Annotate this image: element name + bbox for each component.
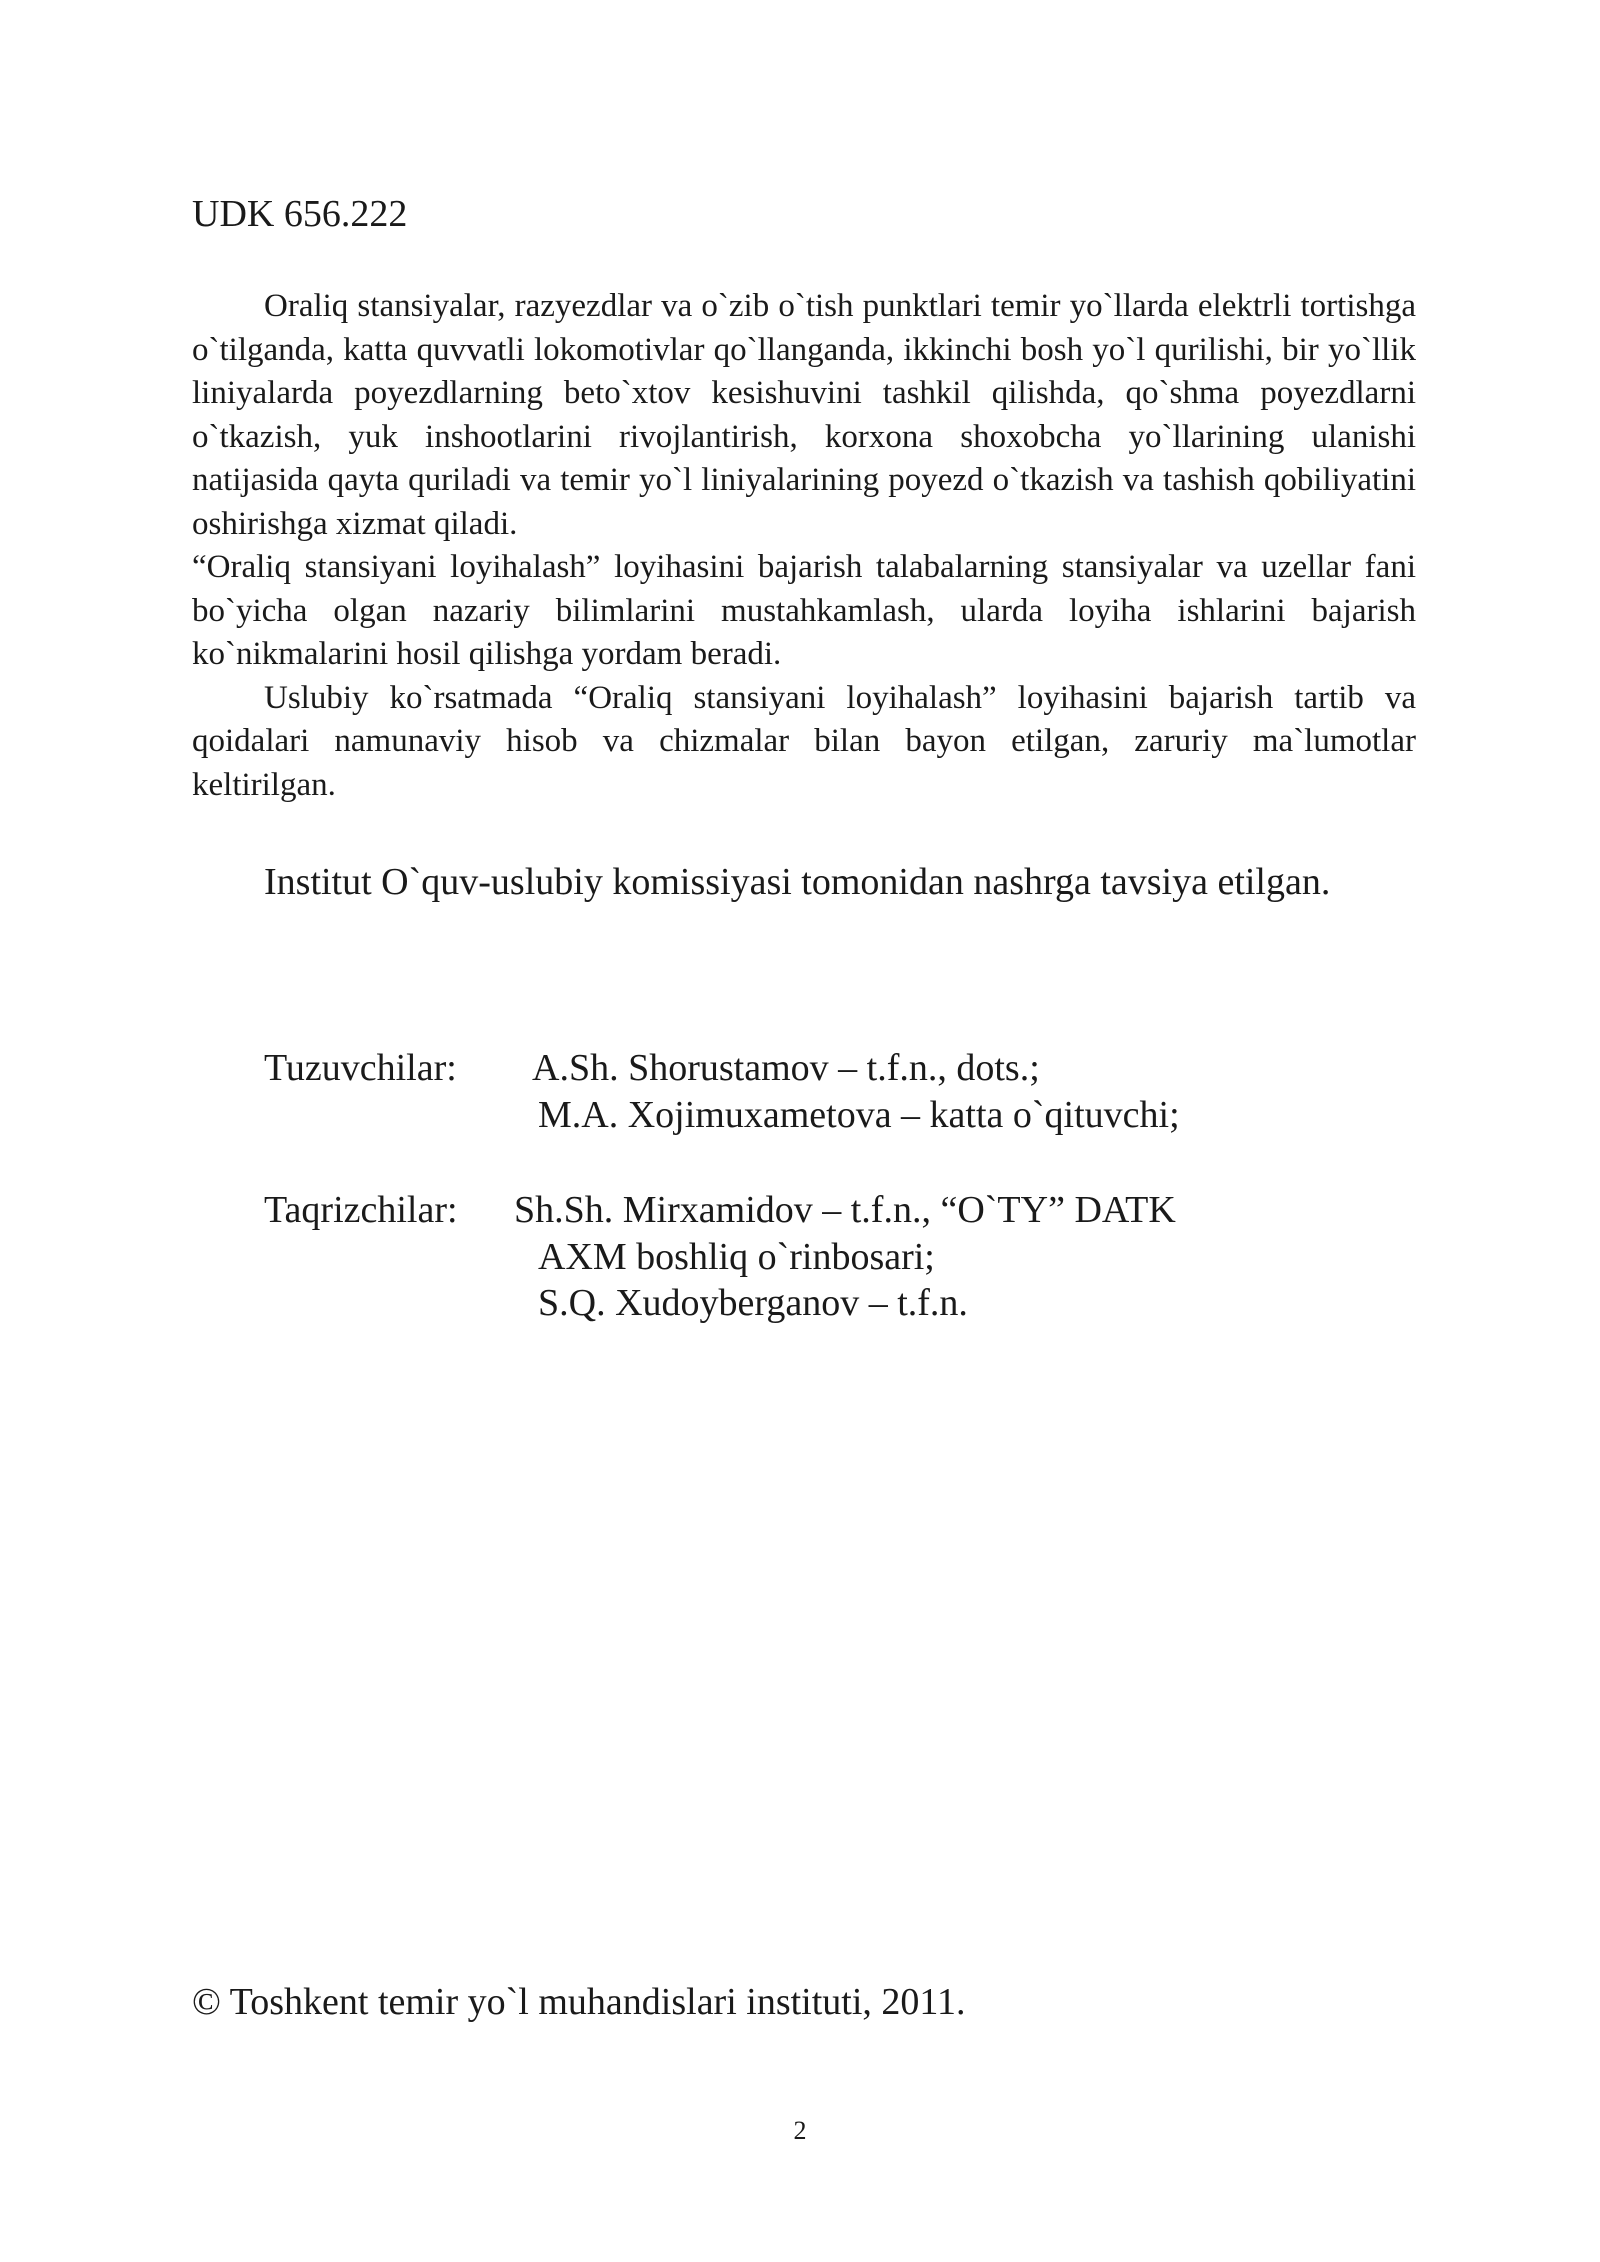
udk-code: UDK 656.222	[192, 193, 408, 235]
compilers-label: Tuzuvchilar:	[264, 1047, 457, 1089]
compilers-list	[532, 1045, 1180, 1138]
abstract	[192, 285, 1416, 807]
copyright-notice: © Toshkent temir yo`l muhandislari instituti, 2011.	[192, 1981, 966, 2023]
abstract-paragraph: Uslubiy ko`rsatmada “Oraliq stansiyani loyihalash” loyihasini bajarish tartib va qoidalari namunaviy hisob va chizmalar bilan bayon etilgan, zaruriy ma`lumotlar keltirilgan.	[192, 679, 1416, 803]
reviewer-entry: Sh.Sh. Mirxamidov – t.f.n., “O`TY” DATK	[514, 1189, 1176, 1231]
compiler-entry: M.A. Xojimuxametova – katta o`qituvchi;	[538, 1093, 1180, 1136]
page-number: 2	[793, 2116, 807, 2145]
abstract-paragraph: “Oraliq stansiyani loyihalash” loyihasini bajarish talabalarning stansiyalar va uzellar fani bo`yicha olgan nazariy bilimlarini mustahkamlash, ularda loyiha ishlarini bajarish ko`nikmalarini hosil qilishga yordam beradi.	[192, 549, 1416, 672]
reviewers-label: Taqrizchilar:	[264, 1189, 458, 1231]
reviewers-list	[514, 1187, 1176, 1327]
publication-recommendation: Institut O`quv-uslubiy komissiyasi tomonidan nashrga tavsiya etilgan.	[264, 861, 1331, 903]
reviewer-entry: AXM boshliq o`rinbosari;	[538, 1235, 935, 1278]
abstract-paragraph: Oraliq stansiyalar, razyezdlar va o`zib o`tish punktlari temir yo`llarda elektrli tortishga o`tilganda, katta quvvatli lokomotivlar qo`llanganda, ikkinchi bosh yo`l qurilishi, bir yo`llik liniyalarda poyezdlarning beto`xtov kesishuvini tashkil qilishda, qo`shma poyezdlarni o`tkazish, yuk inshootlarini rivojlantirish, korxona shoxobcha yo`llarining ulanishi natijasida qayta quriladi va temir yo`l liniyalarining poyezd o`tkazish va tashish qobiliyatini oshirishga xizmat qiladi.	[192, 288, 1416, 542]
reviewer-entry: S.Q. Xudoyberganov – t.f.n.	[538, 1282, 968, 1324]
compiler-entry: A.Sh. Shorustamov – t.f.n., dots.;	[532, 1047, 1040, 1089]
